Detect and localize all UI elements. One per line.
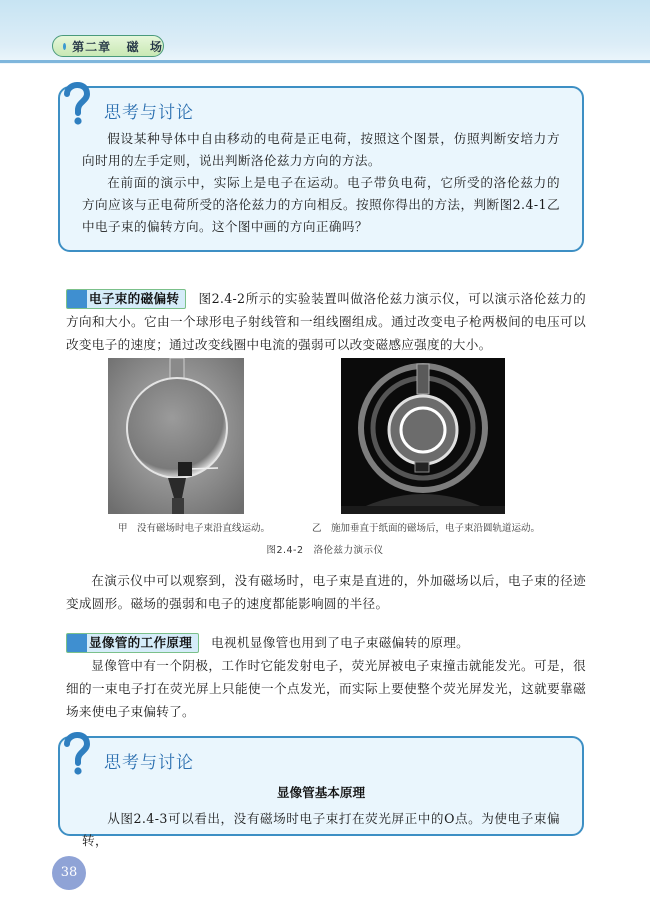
figure-caption-b: 乙 施加垂直于纸面的磁场后，电子束沿圆轨道运动。 — [312, 523, 541, 534]
discussion-paragraph: 从图2.4-3可以看出，没有磁场时电子束打在荧光屏正中的O点。为使电子束偏转， — [82, 811, 560, 848]
chapter-label — [52, 35, 164, 57]
section-text: 图2.4-2所示的实验装置叫做洛伦兹力演示仪，可以演示洛伦兹力的方向和大小。它由一个球形电子射线管和一组线圈组成。通过改变电子枪两极间的电压可以改变电子的速度；通过改变线圈中电流的强弱可以改变磁感应强度的大小。 — [66, 291, 586, 352]
section-tag: 电子束的磁偏转 — [66, 289, 186, 309]
discussion-paragraph: 在前面的演示中，实际上是电子在运动。电子带负电荷，它所受的洛伦兹力的方向应该与正电荷所受的洛伦兹力的方向相反。按照你得出的方法，判断图2.4-1乙中电子束的偏转方向。这个图中画的方向正确吗？ — [82, 175, 560, 234]
body-paragraph: 在演示仪中可以观察到，没有磁场时，电子束是直进的，外加磁场以后，电子束的径迹变成圆形。磁场的强弱和电子的速度都能影响圆的半径。 — [66, 573, 586, 611]
question-mark-icon — [62, 730, 92, 776]
section-text: 电视机显像管也用到了电子束磁偏转的原理。 — [211, 635, 470, 650]
section-paragraph-picture-tube — [66, 631, 586, 654]
question-mark-icon — [62, 80, 92, 126]
discussion-box-2 — [58, 736, 584, 848]
chapter-title: 第二章 磁 场 — [72, 39, 163, 54]
section-tag: 显像管的工作原理 — [66, 633, 199, 653]
figure-photo-b — [341, 358, 505, 514]
discussion-subtitle: 显像管基本原理 — [276, 785, 366, 800]
header-rule — [0, 60, 650, 63]
figure-photo-a — [108, 358, 244, 514]
discussion-box-1 — [58, 86, 584, 252]
discussion-paragraph: 假设某种导体中自由移动的电荷是正电荷，按照这个图景，仿照判断安培力方向时用的左手定则，说出判断洛伦兹力方向的方法。 — [82, 131, 560, 168]
section-paragraph-electron-beam — [66, 287, 586, 356]
bullet-icon — [63, 43, 66, 50]
discussion-body — [82, 128, 560, 238]
figure-title: 图2.4-2 洛伦兹力演示仪 — [266, 545, 384, 556]
body-paragraph: 显像管中有一个阴极，工作时它能发射电子，荧光屏被电子束撞击就能发光。可是，很细的一束电子打在荧光屏上只能使一个点发光，而实际上要使整个荧光屏发光，这就要靠磁场来使电子束偏转了。 — [66, 658, 586, 719]
discussion-body — [82, 808, 560, 852]
figure-caption-a: 甲 没有磁场时电子束沿直线运动。 — [118, 523, 271, 534]
page-number-badge: 38 — [52, 856, 86, 890]
discussion-title: 思考与讨论 — [104, 103, 194, 123]
discussion-title: 思考与讨论 — [104, 753, 194, 773]
